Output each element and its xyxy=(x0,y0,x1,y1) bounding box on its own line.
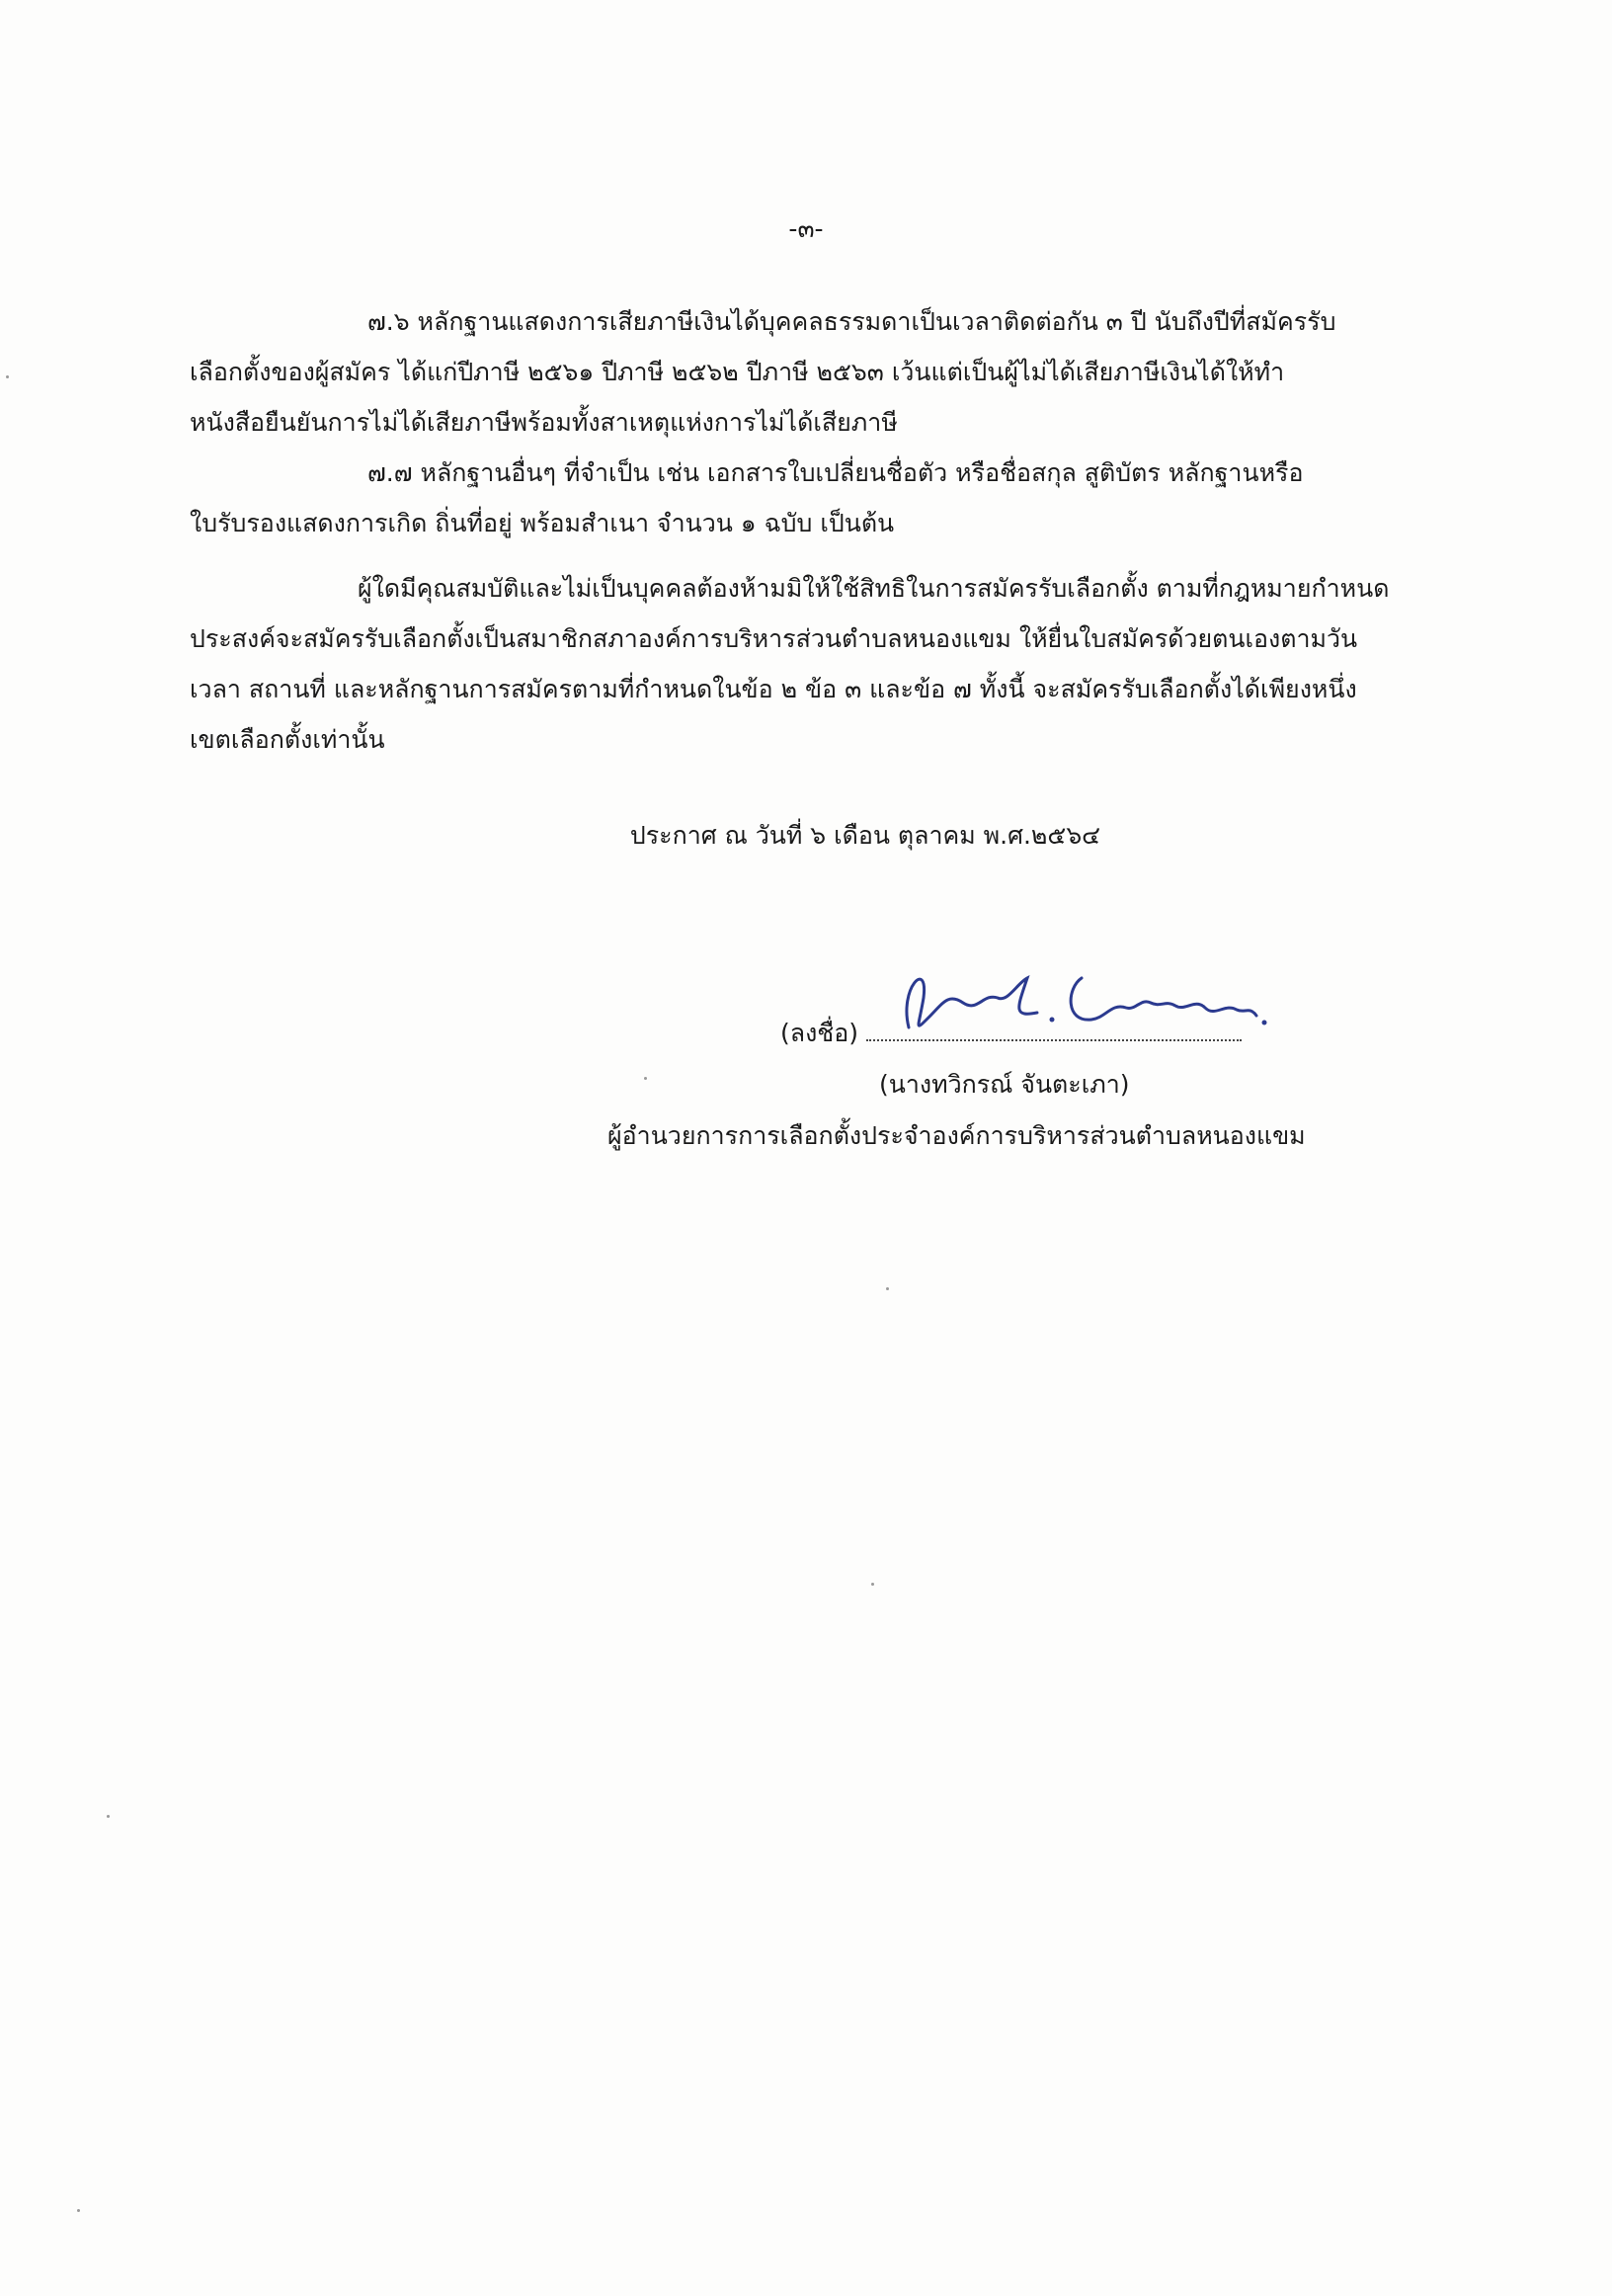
item-7-6-line-1: ๗.๖ หลักฐานแสดงการเสียภาษีเงินได้บุคคลธรรมดาเป็นเวลาติดต่อกัน ๓ ปี นับถึงปีที่สมัครรับ xyxy=(367,307,1336,336)
scan-speck xyxy=(6,375,9,378)
scan-speck xyxy=(644,1077,647,1080)
sign-line xyxy=(780,1014,1242,1053)
item-7-7-line-2: ใบรับรองแสดงการเกิด ถิ่นที่อยู่ พร้อมสำเนา จำนวน ๑ ฉบับ เป็นต้น xyxy=(190,509,895,537)
item-7-7-line-1: ๗.๗ หลักฐานอื่นๆ ที่จำเป็น เช่น เอกสารใบเปลี่ยนชื่อตัว หรือชื่อสกุล สูติบัตร หลักฐานหรือ xyxy=(367,458,1304,487)
closing-line-2: ประสงค์จะสมัครรับเลือกตั้งเป็นสมาชิกสภาองค์การบริหารส่วนตำบลหนองแขม ให้ยื่นใบสมัครด้วยตนเองตามวัน xyxy=(190,624,1358,653)
closing-line-3: เวลา สถานที่ และหลักฐานการสมัครตามที่กำหนดในข้อ ๒ ข้อ ๓ และข้อ ๗ ทั้งนี้ จะสมัครรับเลือกตั้งได้เพียงหนึ่ง xyxy=(190,675,1357,703)
scan-speck xyxy=(886,1287,889,1290)
announcement-date: ประกาศ ณ วันที่ ๖ เดือน ตุลาคม พ.ศ.๒๕๖๔ xyxy=(629,821,1101,850)
signer-title: ผู้อำนวยการการเลือกตั้งประจำองค์การบริหารส่วนตำบลหนองแขม xyxy=(607,1121,1306,1150)
page-number: -๓- xyxy=(788,214,824,243)
sign-label: (ลงชื่อ) xyxy=(780,1019,859,1047)
item-7-6 xyxy=(190,296,1509,448)
scan-speck xyxy=(871,1583,874,1586)
closing-line-1: ผู้ใดมีคุณสมบัติและไม่เป็นบุคคลต้องห้ามมิให้ใช้สิทธิในการสมัครรับเลือกตั้ง ตามที่กฎหมายกำหนด xyxy=(358,574,1390,603)
item-7-7 xyxy=(190,448,1509,548)
scan-speck xyxy=(77,2209,80,2212)
signer-name: (นางทวิกรณ์ จันตะเภา) xyxy=(879,1070,1130,1099)
closing-paragraph xyxy=(190,563,1509,765)
closing-line-4: เขตเลือกตั้งเท่านั้น xyxy=(190,725,385,754)
signature-dotted-line xyxy=(866,1039,1242,1041)
scan-speck xyxy=(107,1815,110,1818)
item-7-6-line-3: หนังสือยืนยันการไม่ได้เสียภาษีพร้อมทั้งสาเหตุแห่งการไม่ได้เสียภาษี xyxy=(190,408,898,437)
item-7-6-line-2: เลือกตั้งของผู้สมัคร ได้แก่ปีภาษี ๒๕๖๑ ปีภาษี ๒๕๖๒ ปีภาษี ๒๕๖๓ เว้นแต่เป็นผู้ไม่ได้เสียภาษีเงินได้ให้ทำ xyxy=(190,358,1285,386)
